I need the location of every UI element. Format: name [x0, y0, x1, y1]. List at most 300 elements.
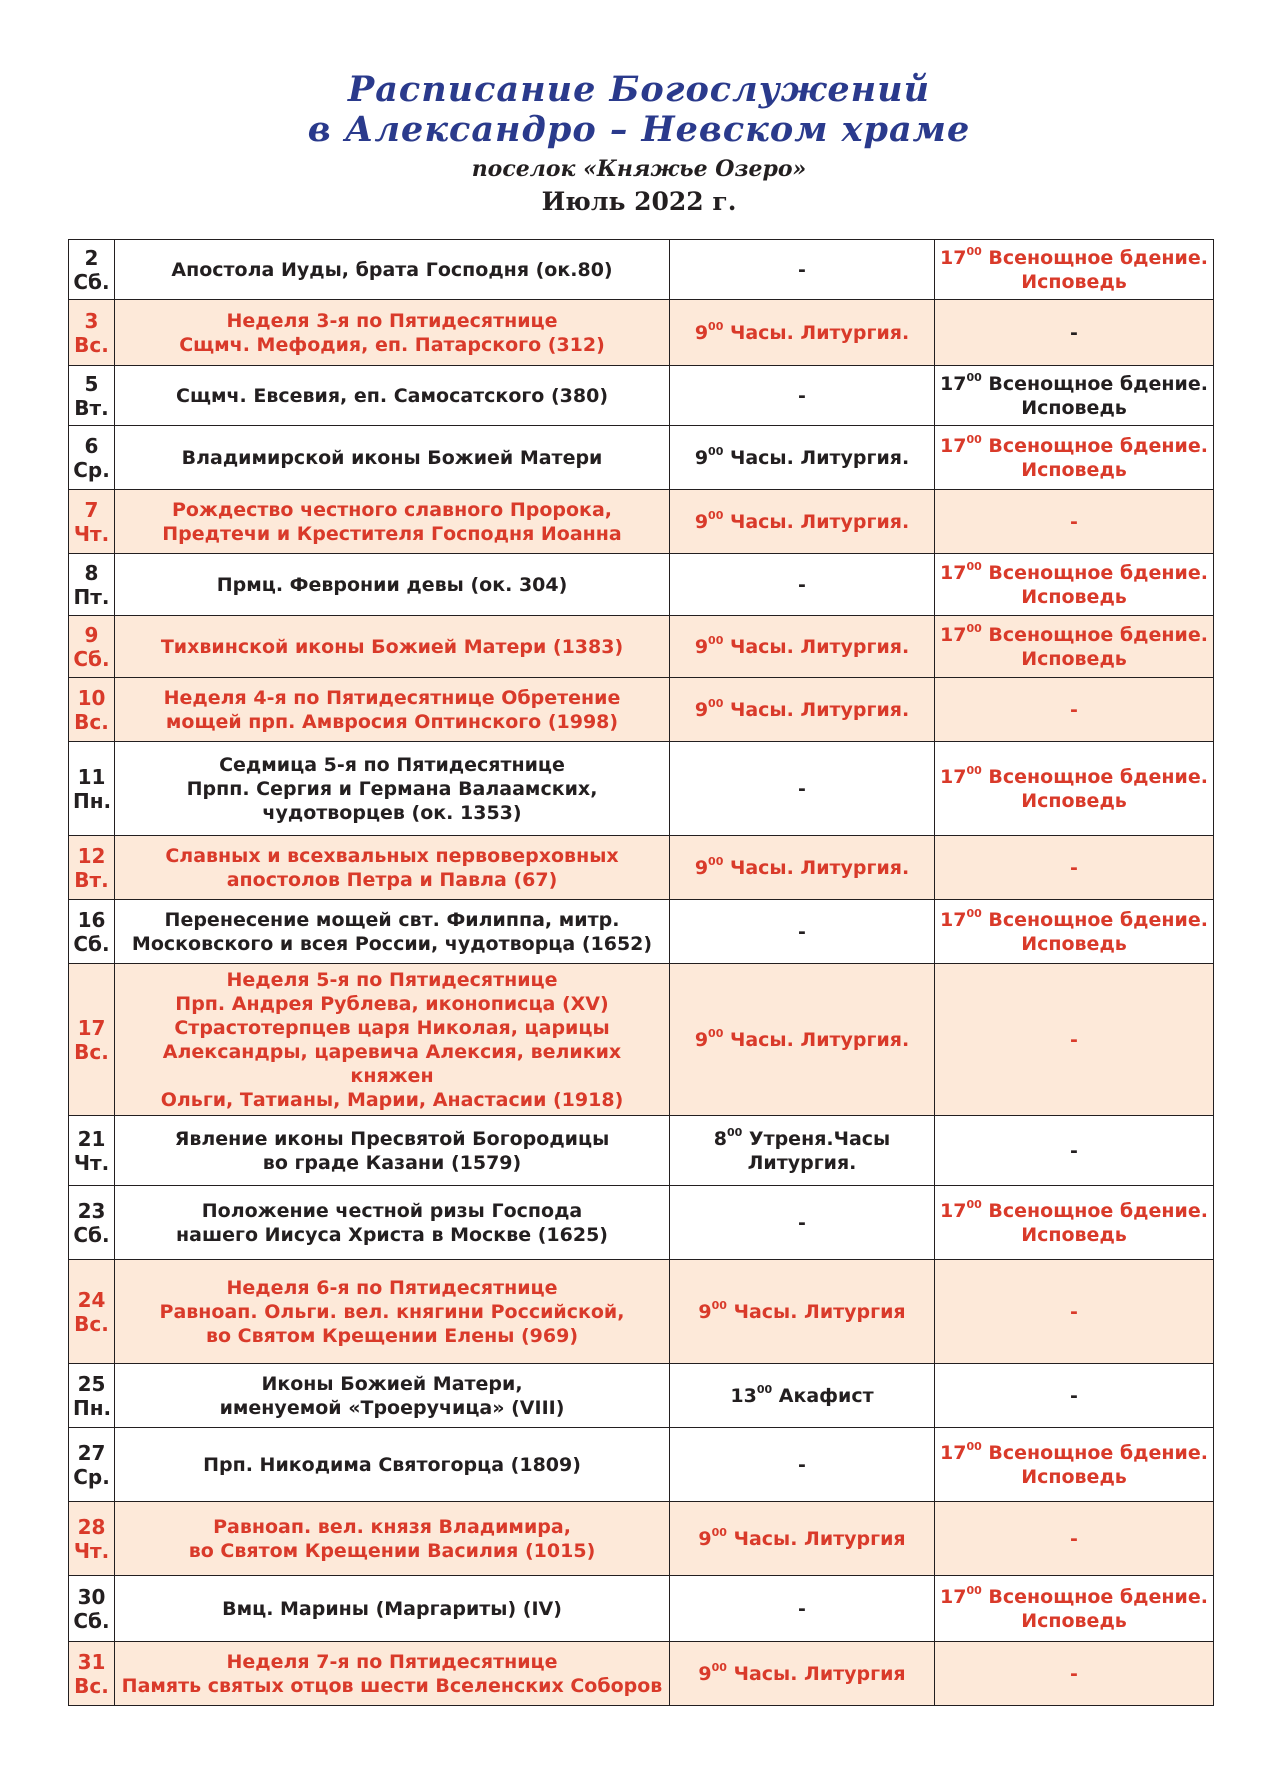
morning-service-cell	[670, 1260, 935, 1364]
schedule-row	[69, 1260, 1214, 1364]
service-first-line	[674, 635, 930, 659]
evening-service-cell	[935, 1186, 1214, 1260]
evening-service-cell	[935, 240, 1214, 300]
date-cell	[69, 1642, 115, 1706]
feast-line: во Святом Крещении Елены (969)	[205, 1324, 579, 1347]
feast-line: Память святых отцов шести Вселенских Соборов	[121, 1674, 663, 1697]
day-number: 27	[77, 1440, 106, 1465]
feast-cell	[115, 300, 670, 366]
morning-service-cell	[670, 678, 935, 742]
morning-service-cell	[670, 1364, 935, 1428]
evening-service-cell	[935, 1364, 1214, 1428]
service-text: Часы. Литургия.	[729, 510, 910, 533]
evening-service-cell	[935, 1576, 1214, 1642]
feast-cell	[115, 742, 670, 836]
feast-line: Неделя 7-я по Пятидесятнице	[226, 1650, 558, 1673]
feast-line: Перенесение мощей свт. Филиппа, митр.	[164, 908, 620, 931]
date-cell	[69, 1116, 115, 1186]
feast-cell	[115, 678, 670, 742]
day-of-week: Вс.	[74, 709, 109, 734]
service-text: Всенощное бдение.	[988, 434, 1208, 457]
day-number: 11	[77, 764, 106, 789]
feast-cell	[115, 490, 670, 554]
service-time: -	[1070, 698, 1078, 721]
day-number: 17	[77, 1015, 106, 1040]
service-first-line	[674, 1300, 930, 1324]
service-text: Исповедь	[1021, 270, 1127, 293]
evening-service-cell	[935, 1428, 1214, 1502]
service-first-line	[939, 1585, 1209, 1609]
service-time: 9	[694, 321, 709, 344]
service-time-minutes: 00	[708, 444, 724, 458]
date-cell	[69, 900, 115, 964]
feast-line: Неделя 3-я по Пятидесятнице	[226, 309, 558, 332]
service-text: Всенощное бдение.	[988, 623, 1208, 646]
service-time-minutes: 00	[711, 1525, 727, 1539]
date-cell	[69, 1428, 115, 1502]
morning-service-cell	[670, 1428, 935, 1502]
service-first-line	[674, 698, 930, 722]
service-text: Исповедь	[1021, 396, 1127, 419]
service-first-line	[939, 1527, 1209, 1551]
service-time-minutes: 00	[711, 1298, 727, 1312]
feast-cell	[115, 1576, 670, 1642]
service-text: Исповедь	[1021, 1223, 1127, 1246]
schedule-row	[69, 366, 1214, 426]
date-cell	[69, 554, 115, 616]
evening-service-cell	[935, 678, 1214, 742]
schedule-row	[69, 300, 1214, 366]
service-text: Исповедь	[1021, 585, 1127, 608]
schedule-row	[69, 678, 1214, 742]
feast-line: во граде Казани (1579)	[262, 1151, 522, 1174]
evening-service-cell	[935, 1502, 1214, 1576]
day-of-week: Вс.	[74, 1039, 109, 1064]
service-text: Всенощное бдение.	[988, 1441, 1208, 1464]
service-first-line	[939, 856, 1209, 880]
service-time: 17	[940, 561, 967, 584]
date-cell	[69, 240, 115, 300]
feast-line: Страстотерпцев царя Николая, царицы	[174, 1016, 610, 1039]
service-first-line	[674, 1597, 930, 1621]
day-of-week: Пн.	[73, 1395, 112, 1420]
service-time-minutes: 00	[966, 432, 982, 446]
feast-cell	[115, 1642, 670, 1706]
feast-line: Прпп. Сергия и Германа Валаамских,	[186, 777, 598, 800]
service-time-minutes: 00	[966, 1439, 982, 1453]
service-text: Часы. Литургия.	[729, 856, 910, 879]
service-time-minutes: 00	[966, 763, 982, 777]
service-time: 17	[940, 246, 967, 269]
service-time: 9	[694, 1028, 709, 1051]
service-time: -	[798, 777, 806, 800]
day-of-week: Пн.	[73, 788, 112, 813]
feast-line: Прп. Никодима Святогорца (1809)	[203, 1453, 581, 1476]
morning-service-cell	[670, 616, 935, 678]
service-time: 9	[694, 446, 709, 469]
day-of-week: Вс.	[74, 1311, 109, 1336]
service-time-minutes: 00	[756, 1382, 773, 1396]
date-cell	[69, 1502, 115, 1576]
evening-service-cell	[935, 554, 1214, 616]
service-text: Литургия.	[747, 1151, 857, 1174]
service-text: Всенощное бдение.	[988, 765, 1208, 788]
feast-line: нашего Иисуса Христа в Москве (1625)	[176, 1223, 608, 1246]
feast-line: мощей прп. Амвросия Оптинского (1998)	[165, 710, 619, 733]
feast-cell	[115, 616, 670, 678]
service-first-line	[939, 698, 1209, 722]
service-text: Часы. Литургия	[733, 1662, 906, 1685]
feast-line: Сщмч. Евсевия, еп. Самосатского (380)	[176, 384, 608, 407]
service-text: Всенощное бдение.	[988, 908, 1208, 931]
service-text: Исповедь	[1021, 1465, 1127, 1488]
service-first-line	[939, 765, 1209, 789]
schedule-row	[69, 964, 1214, 1116]
service-first-line	[674, 1211, 930, 1235]
service-first-line	[939, 1028, 1209, 1052]
service-text: Всенощное бдение.	[988, 561, 1208, 584]
date-cell	[69, 836, 115, 900]
day-number: 2	[84, 245, 99, 270]
day-of-week: Сб.	[73, 1608, 110, 1633]
day-of-week: Сб.	[73, 646, 110, 671]
service-first-line	[939, 1384, 1209, 1408]
feast-line: именуемой «Троеручица» (VIII)	[219, 1396, 565, 1419]
service-time: -	[1070, 1662, 1078, 1685]
day-of-week: Вс.	[74, 1673, 109, 1698]
service-time-minutes: 00	[966, 370, 982, 384]
service-first-line	[674, 384, 930, 408]
service-time: 9	[698, 1527, 712, 1550]
service-time: -	[1070, 1300, 1078, 1323]
evening-service-cell	[935, 1642, 1214, 1706]
service-time: -	[1070, 1028, 1078, 1051]
feast-cell	[115, 366, 670, 426]
feast-line: Иконы Божией Матери,	[261, 1372, 523, 1395]
service-text: Часы. Литургия.	[729, 321, 910, 344]
service-first-line	[674, 258, 930, 282]
feast-line: Александры, царевича Алексия, великих княжен	[162, 1040, 622, 1087]
service-time: 9	[694, 635, 709, 658]
feast-line: Равноап. Ольги. вел. княгини Российской,	[159, 1300, 625, 1323]
day-of-week: Вт.	[74, 867, 109, 892]
feast-cell	[115, 240, 670, 300]
day-number: 6	[84, 433, 99, 458]
feast-line: Неделя 6-я по Пятидесятнице	[226, 1276, 558, 1299]
service-text: Всенощное бдение.	[988, 1199, 1208, 1222]
schedule-row	[69, 1428, 1214, 1502]
service-time: -	[798, 920, 806, 943]
service-first-line	[674, 920, 930, 944]
service-first-line	[939, 1199, 1209, 1223]
feast-cell	[115, 426, 670, 490]
service-time: -	[798, 1453, 806, 1476]
service-time-minutes: 00	[711, 1660, 727, 1674]
feast-line: Прп. Андрея Рублева, иконописца (XV)	[175, 992, 609, 1015]
feast-line: Явление иконы Пресвятой Богородицы	[174, 1127, 610, 1150]
feast-line: Вмц. Марины (Маргариты) (IV)	[222, 1597, 562, 1620]
service-time: -	[1070, 1384, 1078, 1407]
service-time-minutes: 00	[708, 319, 724, 333]
evening-service-cell	[935, 900, 1214, 964]
schedule-row	[69, 1186, 1214, 1260]
day-number: 12	[77, 843, 106, 868]
service-time-minutes: 00	[708, 633, 724, 647]
feast-line: Неделя 5-я по Пятидесятнице	[226, 968, 558, 991]
service-first-line	[939, 1139, 1209, 1163]
morning-service-cell	[670, 742, 935, 836]
service-text: Исповедь	[1021, 789, 1127, 812]
service-first-line	[939, 561, 1209, 585]
service-text: Всенощное бдение.	[988, 372, 1208, 395]
service-time: 9	[694, 510, 709, 533]
day-number: 8	[84, 560, 99, 585]
schedule-body	[69, 240, 1214, 1706]
day-of-week: Ср.	[73, 457, 110, 482]
morning-service-cell	[670, 1502, 935, 1576]
service-first-line	[939, 434, 1209, 458]
evening-service-cell	[935, 616, 1214, 678]
feast-cell	[115, 1116, 670, 1186]
day-of-week: Сб.	[73, 931, 110, 956]
service-time: 9	[694, 856, 709, 879]
service-time: 13	[730, 1384, 757, 1407]
service-first-line	[674, 510, 930, 534]
day-number: 24	[77, 1287, 106, 1312]
service-first-line	[939, 510, 1209, 534]
evening-service-cell	[935, 836, 1214, 900]
service-first-line	[939, 246, 1209, 270]
schedule-row	[69, 1116, 1214, 1186]
day-number: 30	[77, 1584, 106, 1609]
service-first-line	[939, 372, 1209, 396]
feast-line: чудотворцев (ок. 1353)	[262, 801, 522, 824]
service-first-line	[939, 1441, 1209, 1465]
feast-cell	[115, 554, 670, 616]
service-time: -	[1070, 321, 1078, 344]
feast-line: Сщмч. Мефодия, еп. Патарского (312)	[179, 333, 605, 356]
evening-service-cell	[935, 742, 1214, 836]
service-time-minutes: 00	[708, 508, 724, 522]
service-time: -	[1070, 1139, 1078, 1162]
evening-service-cell	[935, 1116, 1214, 1186]
feast-line: Рождество честного славного Пророка,	[171, 498, 612, 521]
service-first-line	[674, 1527, 930, 1551]
schedule-row	[69, 426, 1214, 490]
evening-service-cell	[935, 366, 1214, 426]
morning-service-cell	[670, 1116, 935, 1186]
day-number: 25	[77, 1371, 106, 1396]
subtitle: поселок «Княжье Озеро»	[471, 156, 807, 182]
evening-service-cell	[935, 426, 1214, 490]
date-cell	[69, 490, 115, 554]
service-first-line	[674, 777, 930, 801]
date-cell	[69, 678, 115, 742]
schedule-row	[69, 900, 1214, 964]
feast-cell	[115, 1364, 670, 1428]
morning-service-cell	[670, 490, 935, 554]
service-time-minutes: 00	[966, 1583, 982, 1597]
schedule-row	[69, 240, 1214, 300]
service-text: Часы. Литургия.	[729, 1028, 910, 1051]
service-text: Всенощное бдение.	[988, 1585, 1208, 1608]
day-number: 9	[84, 622, 99, 647]
feast-cell	[115, 1260, 670, 1364]
service-time: -	[1070, 1527, 1078, 1550]
schedule-row	[69, 1576, 1214, 1642]
schedule-row	[69, 490, 1214, 554]
day-number: 28	[77, 1514, 106, 1539]
day-of-week: Сб.	[73, 269, 110, 294]
day-number: 16	[77, 907, 106, 932]
service-first-line	[674, 573, 930, 597]
service-time: 17	[940, 908, 967, 931]
service-time: -	[798, 1597, 806, 1620]
feast-cell	[115, 964, 670, 1116]
feast-line: Ольги, Татианы, Марии, Анастасии (1918)	[160, 1088, 624, 1111]
feast-cell	[115, 1428, 670, 1502]
date-cell	[69, 1186, 115, 1260]
day-number: 21	[77, 1126, 106, 1151]
feast-cell	[115, 836, 670, 900]
service-time: -	[1070, 510, 1078, 533]
service-first-line	[674, 856, 930, 880]
morning-service-cell	[670, 366, 935, 426]
service-first-line	[674, 1453, 930, 1477]
service-first-line	[939, 1662, 1209, 1686]
day-number: 3	[84, 308, 99, 333]
day-of-week: Чт.	[73, 1150, 110, 1175]
morning-service-cell	[670, 426, 935, 490]
date-cell	[69, 1260, 115, 1364]
service-text: Исповедь	[1021, 932, 1127, 955]
feast-line: Владимирской иконы Божией Матери	[181, 446, 603, 469]
morning-service-cell	[670, 1186, 935, 1260]
day-of-week: Чт.	[73, 521, 110, 546]
service-time-minutes: 00	[966, 621, 982, 635]
service-first-line	[674, 1127, 930, 1151]
feast-line: Славных и всехвальных первоверховных	[165, 844, 619, 867]
service-first-line	[939, 908, 1209, 932]
feast-line: Московского и всея России, чудотворца (1652)	[131, 932, 653, 955]
day-of-week: Сб.	[73, 1222, 110, 1247]
service-first-line	[674, 1384, 930, 1408]
feast-cell	[115, 1502, 670, 1576]
service-first-line	[939, 1300, 1209, 1324]
day-of-week: Чт.	[73, 1538, 110, 1563]
morning-service-cell	[670, 240, 935, 300]
date-cell	[69, 1364, 115, 1428]
service-text: Часы. Литургия	[733, 1300, 906, 1323]
title-line-2: в Александро – Невском храме	[307, 109, 971, 150]
day-of-week: Вт.	[74, 395, 109, 420]
service-time: -	[798, 258, 806, 281]
feast-line: Прмц. Февронии девы (ок. 304)	[216, 573, 568, 596]
service-text: Часы. Литургия.	[729, 635, 910, 658]
morning-service-cell	[670, 300, 935, 366]
service-time-minutes: 00	[708, 696, 724, 710]
schedule-row	[69, 616, 1214, 678]
service-time: 17	[940, 1441, 967, 1464]
date-cell	[69, 742, 115, 836]
service-time: 8	[713, 1127, 727, 1150]
morning-service-cell	[670, 836, 935, 900]
day-number: 10	[77, 685, 106, 710]
date-cell	[69, 366, 115, 426]
feast-line: Равноап. вел. князя Владимира,	[213, 1515, 571, 1538]
feast-line: Седмица 5-я по Пятидесятнице	[219, 753, 565, 776]
service-time-minutes: 00	[726, 1125, 743, 1139]
morning-service-cell	[670, 554, 935, 616]
feast-line: Тихвинской иконы Божией Матери (1383)	[160, 635, 624, 658]
day-number: 31	[77, 1649, 106, 1674]
feast-line: Положение честной ризы Господа	[201, 1199, 583, 1222]
evening-service-cell	[935, 300, 1214, 366]
service-first-line	[939, 623, 1209, 647]
service-first-line	[674, 321, 930, 345]
service-time-minutes: 00	[966, 559, 982, 573]
service-time-minutes: 00	[708, 1026, 724, 1040]
schedule-row	[69, 742, 1214, 836]
day-number: 23	[77, 1198, 106, 1223]
schedule-row	[69, 836, 1214, 900]
day-of-week: Вс.	[74, 332, 109, 357]
feast-line: Неделя 4-я по Пятидесятнице Обретение	[163, 686, 621, 709]
feast-cell	[115, 1186, 670, 1260]
page-header	[0, 0, 1278, 218]
schedule-table	[68, 239, 1214, 1706]
service-text: Часы. Литургия.	[729, 698, 910, 721]
feast-line: Апостола Иуды, брата Господня (ок.80)	[171, 258, 613, 281]
service-time: 9	[698, 1662, 712, 1685]
service-time: -	[1070, 856, 1078, 879]
evening-service-cell	[935, 1260, 1214, 1364]
service-time: 17	[940, 434, 967, 457]
service-text: Исповедь	[1021, 458, 1127, 481]
service-time: 17	[940, 765, 967, 788]
date-cell	[69, 1576, 115, 1642]
service-time: -	[798, 1211, 806, 1234]
service-first-line	[939, 321, 1209, 345]
service-first-line	[674, 1028, 930, 1052]
day-number: 7	[84, 497, 99, 522]
service-time-minutes: 00	[966, 1197, 982, 1211]
day-of-week: Пт.	[73, 584, 110, 609]
morning-service-cell	[670, 1576, 935, 1642]
service-time-minutes: 00	[966, 244, 982, 258]
month-label: Июль 2022 г.	[541, 187, 737, 216]
date-cell	[69, 964, 115, 1116]
title-line-1: Расписание Богослужений	[347, 69, 931, 110]
service-text: Исповедь	[1021, 647, 1127, 670]
date-cell	[69, 300, 115, 366]
schedule-row	[69, 1502, 1214, 1576]
service-first-line	[674, 446, 930, 470]
schedule-row	[69, 1642, 1214, 1706]
service-time: 17	[940, 1199, 967, 1222]
date-cell	[69, 616, 115, 678]
evening-service-cell	[935, 490, 1214, 554]
service-text: Часы. Литургия.	[729, 446, 910, 469]
feast-line: во Святом Крещении Василия (1015)	[188, 1539, 596, 1562]
date-cell	[69, 426, 115, 490]
service-time: 9	[698, 1300, 712, 1323]
feast-cell	[115, 900, 670, 964]
evening-service-cell	[935, 964, 1214, 1116]
morning-service-cell	[670, 1642, 935, 1706]
service-time-minutes: 00	[708, 854, 724, 868]
day-number: 5	[84, 371, 99, 396]
